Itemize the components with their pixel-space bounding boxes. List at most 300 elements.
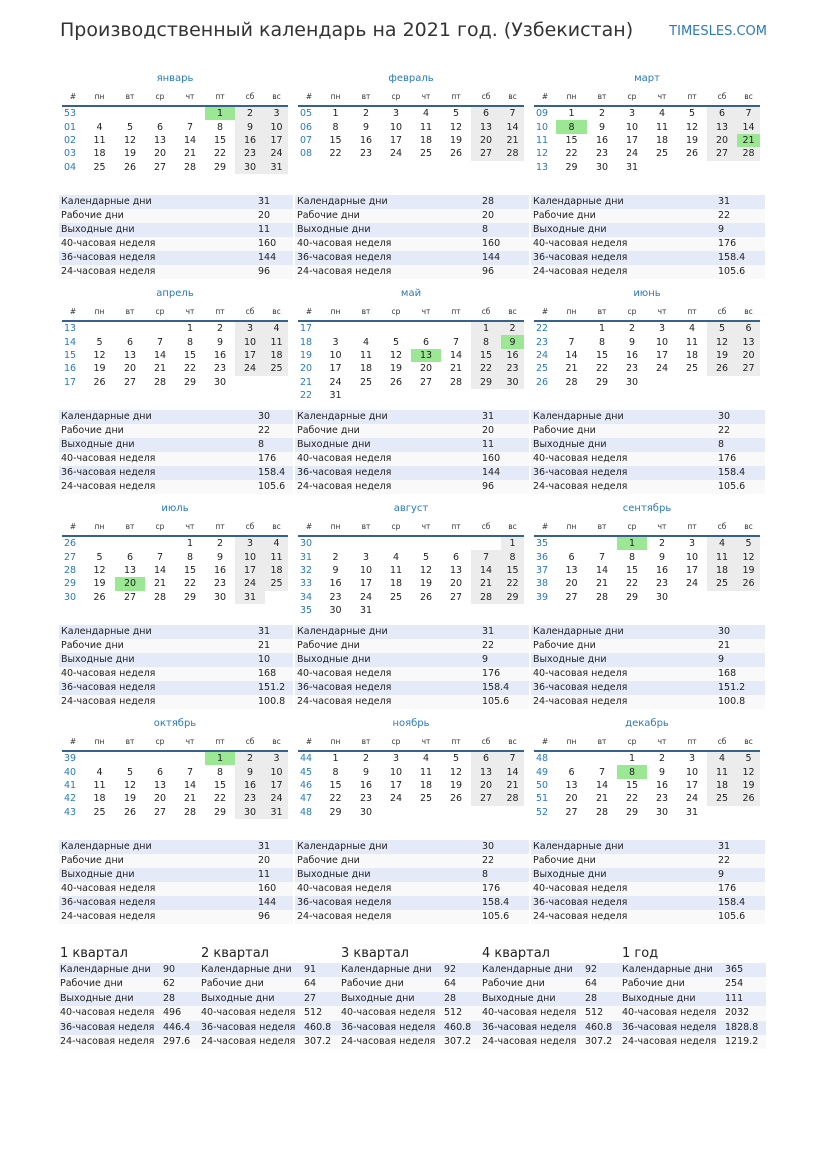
stat-value: 151.2: [256, 681, 293, 695]
day-cell: 19: [449, 779, 463, 791]
stat-label: Выходные дни: [531, 868, 716, 882]
weekday-header-row: [298, 303, 524, 321]
stat-row: [340, 963, 481, 977]
day-cell: 28: [183, 806, 197, 818]
week-number: 34: [300, 591, 313, 603]
day-cell: 1: [598, 323, 606, 335]
weekday-header: пт: [205, 733, 235, 751]
day-cell: 24: [389, 148, 403, 160]
day-cell: 22: [183, 363, 197, 375]
day-cell: 7: [452, 336, 460, 348]
week-row: [298, 134, 524, 147]
stat-row: [59, 209, 293, 223]
day-cell: 11: [359, 349, 373, 361]
day-cell: 17: [389, 134, 403, 146]
day-cell: 23: [359, 148, 373, 160]
stat-label: Выходные дни: [481, 992, 584, 1006]
stat-label: Рабочие дни: [59, 209, 256, 223]
day-cell: 18: [389, 578, 403, 590]
month-grid: [298, 518, 524, 617]
day-cell: 28: [153, 591, 167, 603]
day-cell: 29: [213, 161, 227, 173]
day-cell: [175, 106, 205, 120]
day-cell: 21: [183, 793, 197, 805]
day-cell: 3: [265, 751, 288, 765]
stat-row: [59, 438, 293, 452]
weekday-header: пт: [441, 733, 471, 751]
stat-row: [295, 840, 529, 854]
brand-link[interactable]: TIMESLES.COM: [669, 24, 767, 39]
day-cell: 24: [329, 376, 342, 388]
weekday-header: сб: [471, 733, 501, 751]
day-cell: 14: [501, 765, 524, 778]
stat-label: Календарные дни: [295, 625, 480, 639]
quarter-summary: [481, 945, 622, 1049]
week-number: 30: [64, 591, 77, 603]
quarter-stats: [340, 963, 481, 1049]
day-cell: 1: [628, 753, 636, 765]
stat-row: [295, 452, 529, 466]
month-stats: [531, 840, 765, 924]
stat-label: 24-часовая неделя: [295, 695, 480, 709]
day-cell: 21: [501, 134, 524, 147]
stat-row: [59, 452, 293, 466]
stat-label: 24-часовая неделя: [59, 265, 256, 279]
week-number: 12: [536, 148, 549, 160]
day-cell: 8: [186, 551, 194, 563]
month-name: декабрь: [625, 718, 669, 729]
week-row: [62, 765, 288, 778]
day-cell: 20: [565, 578, 578, 590]
stat-row: [295, 695, 529, 709]
day-cell: 24: [359, 591, 373, 603]
week-row: [534, 147, 760, 160]
week-row: [534, 349, 760, 362]
day-cell: 20: [115, 577, 145, 590]
day-cell: 1: [568, 108, 575, 120]
stat-row: [340, 1035, 481, 1049]
day-cell: 27: [449, 591, 463, 603]
month-stats: [295, 840, 529, 924]
weekday-header: #: [298, 518, 320, 536]
stat-label: Выходные дни: [59, 438, 256, 452]
day-cell: 23: [655, 793, 669, 805]
stat-label: Календарные дни: [200, 963, 303, 977]
day-cell: 25: [93, 161, 106, 173]
stat-label: Выходные дни: [621, 992, 724, 1006]
day-cell: 16: [329, 578, 342, 590]
day-cell: 12: [93, 564, 106, 576]
stat-value: 62: [162, 977, 200, 991]
day-cell: 9: [332, 564, 339, 576]
day-cell: 6: [126, 551, 134, 563]
week-number: 44: [300, 753, 313, 765]
stat-row: [59, 410, 293, 424]
quarter-summary: [59, 945, 200, 1049]
day-cell: 27: [123, 591, 137, 603]
weekday-header: пт: [441, 518, 471, 536]
stat-row: [531, 195, 765, 209]
day-cell: 23: [235, 792, 265, 805]
day-cell: 17: [685, 564, 699, 576]
day-cell: 20: [737, 349, 760, 362]
stat-value: 8: [716, 438, 765, 452]
weekday-header: ср: [617, 303, 647, 321]
stat-value: 8: [480, 868, 529, 882]
day-cell: 20: [707, 134, 737, 147]
stat-label: 36-часовая неделя: [295, 251, 480, 265]
day-cell: 8: [471, 335, 501, 348]
month-grid: [298, 733, 524, 819]
quarter-stats: [481, 963, 622, 1049]
stat-label: Календарные дни: [531, 840, 716, 854]
stat-label: Календарные дни: [295, 840, 480, 854]
stat-row: [59, 1035, 200, 1049]
day-cell: [381, 806, 411, 819]
stat-value: 9: [480, 653, 529, 667]
week-row: [62, 161, 288, 174]
weekday-header: сб: [707, 88, 737, 106]
day-cell: 14: [565, 349, 578, 361]
day-cell: 26: [419, 591, 433, 603]
stat-value: 96: [256, 910, 293, 924]
month-grid: [298, 88, 524, 161]
day-cell: 18: [93, 793, 106, 805]
stat-value: 9: [716, 223, 765, 237]
stat-label: 36-часовая неделя: [59, 466, 256, 480]
day-cell: 4: [658, 108, 666, 120]
stat-value: 144: [480, 251, 529, 265]
day-cell: [587, 536, 617, 550]
day-cell: 24: [685, 578, 699, 590]
stat-row: [295, 653, 529, 667]
day-cell: 7: [156, 551, 164, 563]
stat-value: 446.4: [162, 1021, 200, 1035]
day-cell: 31: [625, 161, 639, 173]
day-cell: 27: [565, 806, 578, 818]
stat-row: [295, 466, 529, 480]
day-cell: 25: [419, 793, 433, 805]
stat-row: [295, 265, 529, 279]
day-cell: 17: [685, 779, 699, 791]
day-cell: [411, 321, 441, 335]
day-cell: 16: [625, 349, 639, 361]
day-cell: [411, 536, 441, 550]
week-row: [62, 536, 288, 550]
day-cell: [351, 389, 381, 402]
week-number: 22: [300, 390, 313, 402]
stat-value: 168: [716, 667, 765, 681]
stat-label: 40-часовая неделя: [531, 882, 716, 896]
day-cell: 11: [389, 564, 403, 576]
day-cell: [556, 536, 587, 550]
day-cell: 12: [685, 121, 699, 133]
stat-value: 297.6: [162, 1035, 200, 1049]
stat-value: 64: [584, 977, 622, 991]
day-cell: [707, 591, 737, 604]
weekday-header: пн: [556, 88, 587, 106]
day-cell: 9: [628, 336, 636, 348]
day-cell: 29: [625, 591, 639, 603]
stat-row: [59, 195, 293, 209]
stat-label: 24-часовая неделя: [295, 265, 480, 279]
week-row: [534, 765, 760, 778]
stat-label: 24-часовая неделя: [621, 1035, 724, 1049]
stat-value: 9: [716, 653, 765, 667]
day-cell: [471, 389, 501, 402]
week-row: [298, 806, 524, 819]
day-cell: 25: [389, 591, 403, 603]
day-cell: 21: [471, 577, 501, 590]
weekday-header: пн: [84, 303, 115, 321]
month-calendar: [298, 70, 524, 161]
day-cell: 14: [153, 564, 167, 576]
stat-label: Рабочие дни: [340, 977, 443, 991]
stat-row: [59, 653, 293, 667]
stat-value: 176: [256, 452, 293, 466]
stat-value: 28: [443, 992, 481, 1006]
day-cell: [411, 389, 441, 402]
day-cell: 2: [216, 538, 224, 550]
day-cell: [175, 751, 205, 765]
day-cell: 11: [93, 134, 106, 146]
stat-value: 92: [443, 963, 481, 977]
month-name: май: [400, 288, 422, 299]
day-cell: 14: [449, 349, 463, 361]
month-calendar: [534, 70, 760, 174]
month-grid: [62, 733, 288, 819]
weekday-header: #: [298, 88, 320, 106]
stat-row: [295, 251, 529, 265]
week-number: 32: [300, 564, 313, 576]
day-cell: 3: [362, 551, 370, 563]
stat-row: [59, 466, 293, 480]
month-stats: [59, 195, 293, 279]
stat-row: [200, 1021, 341, 1035]
quarter-title: 2 квартал: [201, 946, 269, 961]
stat-value: 105.6: [716, 480, 765, 494]
week-row: [298, 147, 524, 160]
day-cell: 17: [265, 134, 288, 147]
weekday-header: #: [298, 303, 320, 321]
day-cell: 13: [153, 779, 167, 791]
stat-value: 496: [162, 1006, 200, 1020]
day-cell: 9: [235, 120, 265, 133]
weekday-header: вт: [587, 303, 617, 321]
day-cell: 17: [265, 779, 288, 792]
day-cell: 31: [685, 806, 699, 818]
day-cell: 21: [501, 779, 524, 792]
week-number: 16: [64, 363, 77, 375]
day-cell: 29: [501, 591, 524, 604]
quarter-title: 3 квартал: [341, 946, 409, 961]
day-cell: [471, 604, 501, 617]
day-cell: 8: [628, 551, 636, 563]
day-cell: 26: [685, 148, 699, 160]
stat-row: [295, 882, 529, 896]
stat-label: 24-часовая неделя: [481, 1035, 584, 1049]
day-cell: 1: [186, 538, 194, 550]
stat-label: 40-часовая неделя: [59, 882, 256, 896]
week-number: 38: [536, 578, 549, 590]
stat-label: Рабочие дни: [295, 424, 480, 438]
stat-label: Календарные дни: [59, 410, 256, 424]
stat-row: [531, 639, 765, 653]
weekday-header: пт: [205, 303, 235, 321]
stat-label: Рабочие дни: [621, 977, 724, 991]
quarter-title: 1 квартал: [60, 946, 128, 961]
day-cell: 9: [216, 551, 224, 563]
stat-label: 40-часовая неделя: [340, 1006, 443, 1020]
stat-value: 460.8: [584, 1021, 622, 1035]
month-grid: [62, 303, 288, 389]
week-row: [62, 120, 288, 133]
stat-value: 31: [480, 625, 529, 639]
day-cell: 5: [422, 551, 430, 563]
day-cell: 22: [329, 793, 342, 805]
month-stats: [59, 625, 293, 709]
week-row: [62, 362, 288, 375]
weekday-header: чт: [647, 518, 677, 536]
weekday-header: сб: [235, 88, 265, 106]
day-cell: 27: [471, 792, 501, 805]
month-calendar: [534, 500, 760, 604]
day-cell: 15: [471, 349, 501, 362]
month-grid: [298, 303, 524, 402]
day-cell: 1: [332, 108, 339, 120]
day-cell: 13: [737, 335, 760, 348]
day-cell: 18: [93, 148, 106, 160]
day-cell: 17: [655, 349, 669, 361]
day-cell: 4: [422, 108, 430, 120]
stat-label: 36-часовая неделя: [531, 896, 716, 910]
stat-label: Выходные дни: [340, 992, 443, 1006]
stat-label: 36-часовая неделя: [531, 466, 716, 480]
quarter-stats: [621, 963, 766, 1049]
stat-value: 31: [256, 625, 293, 639]
day-cell: 6: [156, 766, 164, 778]
stat-label: 24-часовая неделя: [531, 910, 716, 924]
day-cell: 10: [359, 564, 373, 576]
day-cell: 4: [707, 536, 737, 550]
day-cell: 15: [329, 779, 342, 791]
stat-value: 96: [256, 265, 293, 279]
weekday-header: вт: [115, 733, 145, 751]
stat-value: 151.2: [716, 681, 765, 695]
weekday-header: #: [298, 733, 320, 751]
day-cell: 23: [213, 363, 227, 375]
day-cell: 3: [658, 323, 666, 335]
day-cell: 16: [235, 134, 265, 147]
stat-row: [340, 1021, 481, 1035]
day-cell: 30: [235, 806, 265, 819]
weekday-header-row: [62, 303, 288, 321]
day-cell: 30: [213, 376, 227, 388]
week-number: 24: [536, 349, 549, 361]
stat-row: [59, 639, 293, 653]
quarter-summary: [200, 945, 341, 1049]
stat-row: [340, 977, 481, 991]
day-cell: 3: [235, 536, 265, 550]
weekday-header: чт: [411, 733, 441, 751]
stat-label: Рабочие дни: [295, 209, 480, 223]
day-cell: 4: [265, 536, 288, 550]
day-cell: 19: [123, 793, 137, 805]
day-cell: 16: [655, 564, 669, 576]
stat-row: [295, 195, 529, 209]
stat-value: 176: [480, 667, 529, 681]
day-cell: 19: [449, 134, 463, 146]
weekday-header: #: [62, 303, 84, 321]
day-cell: 30: [213, 591, 227, 603]
stat-row: [59, 480, 293, 494]
day-cell: 3: [688, 538, 696, 550]
day-cell: 11: [655, 121, 669, 133]
day-cell: 9: [235, 765, 265, 778]
week-number: 50: [536, 779, 549, 791]
month-calendar: [298, 500, 524, 617]
day-cell: 7: [501, 106, 524, 120]
day-cell: 21: [153, 578, 167, 590]
stat-value: 22: [256, 424, 293, 438]
weekday-header: вс: [265, 88, 288, 106]
weekday-header: вс: [265, 518, 288, 536]
day-cell: [84, 106, 115, 120]
stat-row: [59, 424, 293, 438]
day-cell: 30: [655, 591, 669, 603]
day-cell: 23: [359, 793, 373, 805]
quarter-title: 1 год: [622, 946, 659, 961]
day-cell: 19: [419, 578, 433, 590]
day-cell: 31: [265, 806, 288, 819]
stat-label: Рабочие дни: [59, 854, 256, 868]
stat-value: 20: [480, 209, 529, 223]
stat-value: 158.4: [480, 681, 529, 695]
stat-label: Рабочие дни: [295, 639, 480, 653]
stat-label: 24-часовая неделя: [200, 1035, 303, 1049]
stat-row: [295, 480, 529, 494]
stat-label: 24-часовая неделя: [531, 480, 716, 494]
stat-value: 28: [162, 992, 200, 1006]
weekday-header: вт: [351, 518, 381, 536]
day-cell: 20: [153, 148, 167, 160]
day-cell: 14: [471, 564, 501, 577]
stat-row: [295, 639, 529, 653]
stat-value: 28: [480, 195, 529, 209]
stat-row: [59, 840, 293, 854]
day-cell: 2: [628, 323, 636, 335]
week-number: 17: [64, 376, 77, 388]
day-cell: 7: [598, 766, 606, 778]
stat-label: 36-часовая неделя: [295, 681, 480, 695]
stat-label: 24-часовая неделя: [295, 480, 480, 494]
stat-label: 36-часовая неделя: [59, 681, 256, 695]
week-number: 35: [300, 605, 313, 617]
stat-label: 36-часовая неделя: [200, 1021, 303, 1035]
stat-label: Календарные дни: [531, 625, 716, 639]
stat-row: [531, 695, 765, 709]
weekday-header-row: [298, 88, 524, 106]
stat-row: [531, 882, 765, 896]
stat-label: Выходные дни: [295, 438, 480, 452]
day-cell: [737, 806, 760, 819]
weekday-header: #: [62, 518, 84, 536]
day-cell: [115, 106, 145, 120]
day-cell: 30: [501, 376, 524, 389]
stat-value: 158.4: [716, 896, 765, 910]
day-cell: 18: [419, 779, 433, 791]
weekday-header: сб: [707, 518, 737, 536]
